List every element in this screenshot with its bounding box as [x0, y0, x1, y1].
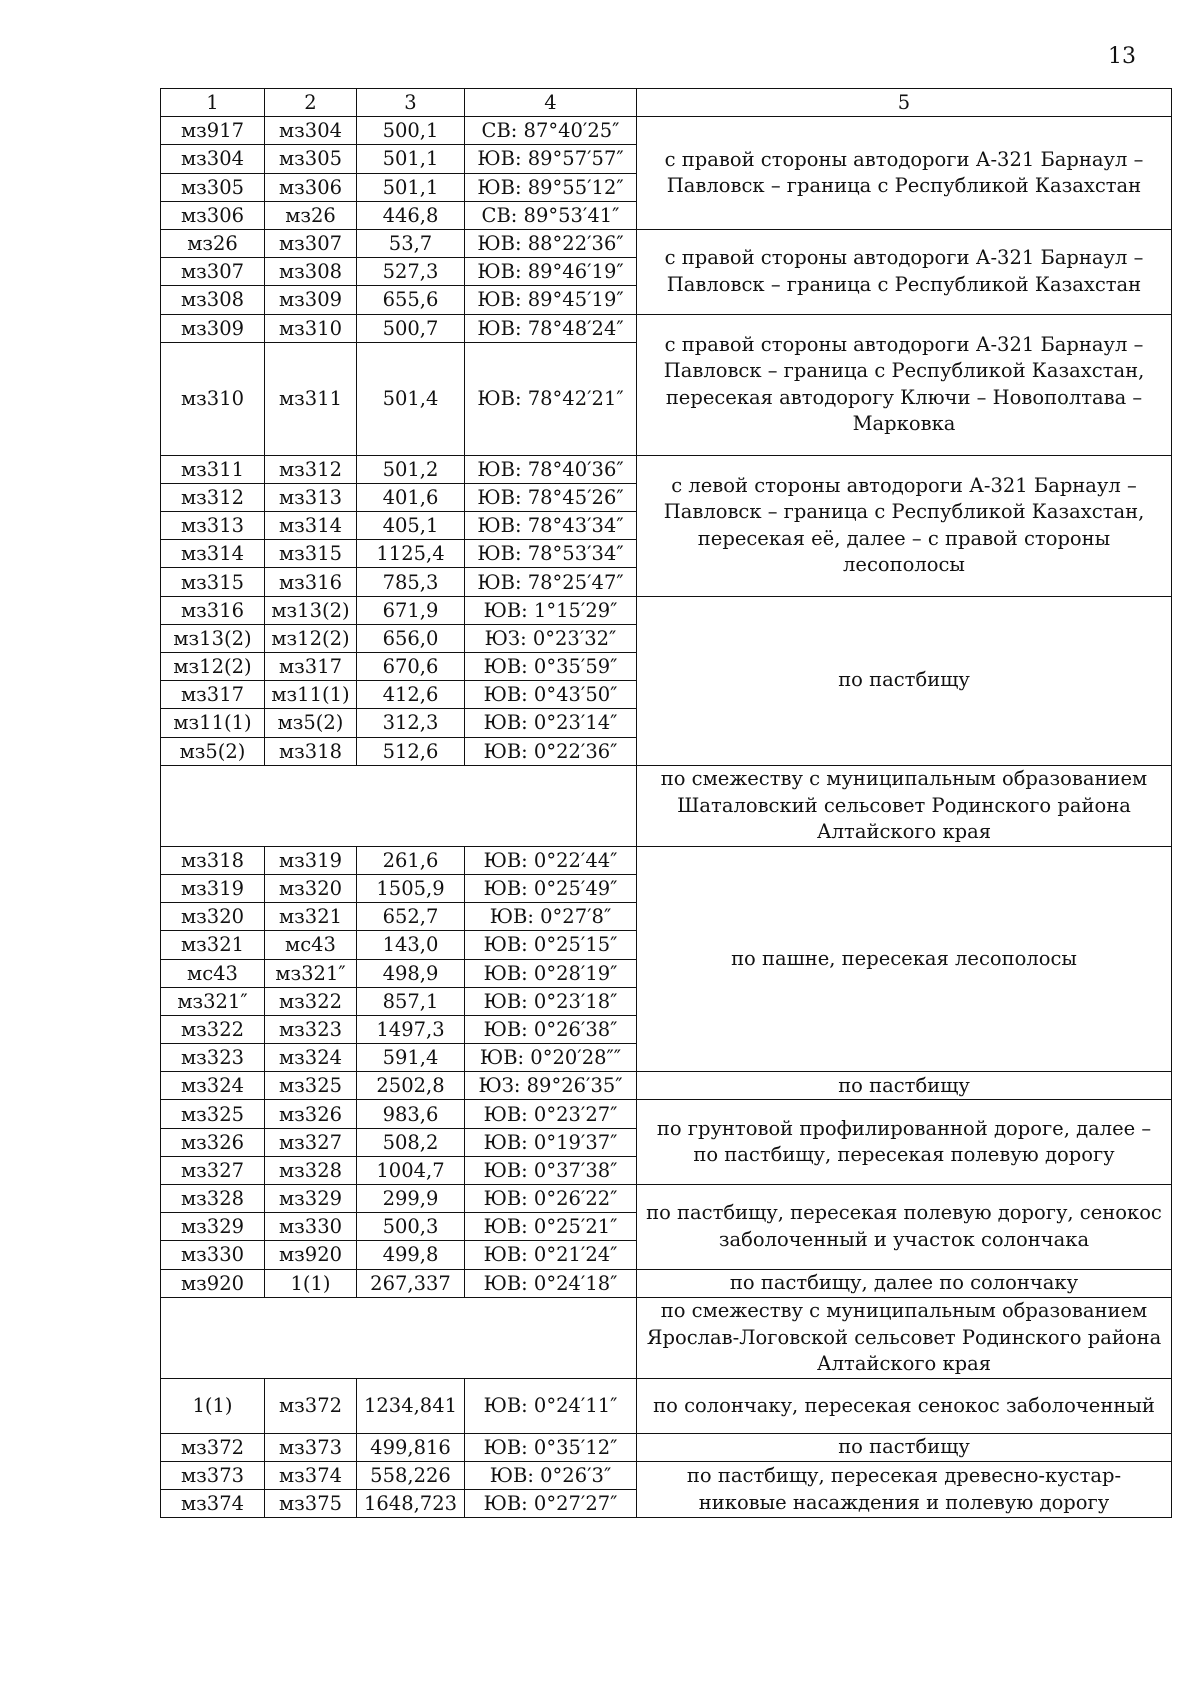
to-point-cell: мз920	[265, 1241, 357, 1269]
from-point-cell: мз325	[161, 1100, 265, 1128]
from-point-cell: мз306	[161, 201, 265, 229]
from-point-cell: мз322	[161, 1015, 265, 1043]
length-cell: 500,1	[357, 117, 465, 145]
from-point-cell: мз329	[161, 1213, 265, 1241]
adjacency-row	[161, 1297, 1172, 1378]
from-point-cell: мз327	[161, 1156, 265, 1184]
to-point-cell: мз306	[265, 173, 357, 201]
from-point-cell: мз321″	[161, 987, 265, 1015]
length-cell: 1648,723	[357, 1490, 465, 1518]
bearing-cell: ЮВ: 0°22′44″	[465, 846, 637, 874]
from-point-cell: мз326	[161, 1128, 265, 1156]
header-cell: 2	[265, 89, 357, 117]
description-cell: по пастбищу, далее по солончаку	[637, 1269, 1172, 1297]
length-cell: 267,337	[357, 1269, 465, 1297]
adjacency-description-cell: по смежеству с муниципальным образованием Шаталовский сельсовет Родинского района Алтайского края	[637, 765, 1172, 846]
length-cell: 499,8	[357, 1241, 465, 1269]
length-cell: 312,3	[357, 709, 465, 737]
from-point-cell: мз320	[161, 903, 265, 931]
length-cell: 655,6	[357, 286, 465, 314]
from-point-cell: мз26	[161, 229, 265, 257]
boundary-table-container	[160, 88, 1171, 1518]
header-cell: 1	[161, 89, 265, 117]
bearing-cell: ЮВ: 0°27′8″	[465, 903, 637, 931]
to-point-cell: мз316	[265, 568, 357, 596]
adjacency-row	[161, 765, 1172, 846]
header-row	[161, 89, 1172, 117]
bearing-cell: ЮВ: 0°37′38″	[465, 1156, 637, 1184]
from-point-cell: мз11(1)	[161, 709, 265, 737]
bearing-cell: ЮВ: 0°24′11″	[465, 1378, 637, 1433]
to-point-cell: мз317	[265, 653, 357, 681]
to-point-cell: мз372	[265, 1378, 357, 1433]
header-cell: 3	[357, 89, 465, 117]
bearing-cell: ЮВ: 0°19′37″	[465, 1128, 637, 1156]
length-cell: 1004,7	[357, 1156, 465, 1184]
from-point-cell: мз323	[161, 1044, 265, 1072]
bearing-cell: ЮВ: 78°42′21″	[465, 342, 637, 455]
bearing-cell: ЮВ: 78°45′26″	[465, 483, 637, 511]
bearing-cell: ЮВ: 89°45′19″	[465, 286, 637, 314]
length-cell: 512,6	[357, 737, 465, 765]
bearing-cell: ЮВ: 0°28′19″	[465, 959, 637, 987]
to-point-cell: мз312	[265, 455, 357, 483]
from-point-cell: мз310	[161, 342, 265, 455]
to-point-cell: мз327	[265, 1128, 357, 1156]
to-point-cell: мз304	[265, 117, 357, 145]
bearing-cell: ЮЗ: 0°23′32″	[465, 624, 637, 652]
to-point-cell: мз325	[265, 1072, 357, 1100]
from-point-cell: мз372	[161, 1433, 265, 1461]
length-cell: 1505,9	[357, 874, 465, 902]
table-row	[161, 1461, 1172, 1489]
bearing-cell: ЮВ: 0°23′27″	[465, 1100, 637, 1128]
from-point-cell: мз13(2)	[161, 624, 265, 652]
length-cell: 500,7	[357, 314, 465, 342]
table-row	[161, 1378, 1172, 1433]
length-cell: 656,0	[357, 624, 465, 652]
description-cell: по пастбищу	[637, 1072, 1172, 1100]
length-cell: 499,816	[357, 1433, 465, 1461]
from-point-cell: мз373	[161, 1461, 265, 1489]
length-cell: 498,9	[357, 959, 465, 987]
bearing-cell: ЮВ: 88°22′36″	[465, 229, 637, 257]
from-point-cell: мз12(2)	[161, 653, 265, 681]
description-cell: по солончаку, пересекая сенокос заболоченный	[637, 1378, 1172, 1433]
bearing-cell: ЮЗ: 89°26′35″	[465, 1072, 637, 1100]
length-cell: 500,3	[357, 1213, 465, 1241]
bearing-cell: ЮВ: 78°25′47″	[465, 568, 637, 596]
length-cell: 501,1	[357, 173, 465, 201]
description-cell: с правой стороны автодороги А-321 Барнаул – Павловск – граница с Республикой Казахстан, пересекая автодорогу Ключи – Новополтава – Марковка	[637, 314, 1172, 455]
length-cell: 405,1	[357, 512, 465, 540]
from-point-cell: мз920	[161, 1269, 265, 1297]
bearing-cell: ЮВ: 78°48′24″	[465, 314, 637, 342]
from-point-cell: 1(1)	[161, 1378, 265, 1433]
description-cell: по грунтовой профилированной дороге, далее – по пастбищу, пересекая полевую дорогу	[637, 1100, 1172, 1185]
length-cell: 1125,4	[357, 540, 465, 568]
table-row	[161, 229, 1172, 257]
description-cell: по пастбищу	[637, 596, 1172, 765]
from-point-cell: мз319	[161, 874, 265, 902]
to-point-cell: мз322	[265, 987, 357, 1015]
from-point-cell: мз304	[161, 145, 265, 173]
adjacency-empty-cell	[161, 765, 637, 846]
bearing-cell: ЮВ: 0°20′28″″	[465, 1044, 637, 1072]
adjacency-description-cell: по смежеству с муниципальным образованием Ярослав-Логовской сельсовет Родинского района Алтайского края	[637, 1297, 1172, 1378]
to-point-cell: мз374	[265, 1461, 357, 1489]
length-cell: 143,0	[357, 931, 465, 959]
from-point-cell: мз324	[161, 1072, 265, 1100]
from-point-cell: мз330	[161, 1241, 265, 1269]
to-point-cell: мз318	[265, 737, 357, 765]
from-point-cell: мз312	[161, 483, 265, 511]
to-point-cell: мз307	[265, 229, 357, 257]
from-point-cell: мз309	[161, 314, 265, 342]
length-cell: 983,6	[357, 1100, 465, 1128]
from-point-cell: мз374	[161, 1490, 265, 1518]
length-cell: 1234,841	[357, 1378, 465, 1433]
description-cell: по пастбищу	[637, 1433, 1172, 1461]
to-point-cell: мз329	[265, 1185, 357, 1213]
to-point-cell: мз311	[265, 342, 357, 455]
from-point-cell: мз321	[161, 931, 265, 959]
length-cell: 401,6	[357, 483, 465, 511]
bearing-cell: ЮВ: 89°55′12″	[465, 173, 637, 201]
length-cell: 2502,8	[357, 1072, 465, 1100]
length-cell: 671,9	[357, 596, 465, 624]
description-cell: по пастбищу, пересекая полевую дорогу, сенокос заболоченный и участок солончака	[637, 1185, 1172, 1270]
length-cell: 501,4	[357, 342, 465, 455]
length-cell: 857,1	[357, 987, 465, 1015]
from-point-cell: мз917	[161, 117, 265, 145]
table-row	[161, 1269, 1172, 1297]
length-cell: 558,226	[357, 1461, 465, 1489]
bearing-cell: ЮВ: 0°25′49″	[465, 874, 637, 902]
from-point-cell: мз305	[161, 173, 265, 201]
to-point-cell: мз305	[265, 145, 357, 173]
to-point-cell: мз330	[265, 1213, 357, 1241]
to-point-cell: мз321	[265, 903, 357, 931]
header-cell: 4	[465, 89, 637, 117]
header-cell: 5	[637, 89, 1172, 117]
bearing-cell: СВ: 87°40′25″	[465, 117, 637, 145]
bearing-cell: ЮВ: 0°26′3″	[465, 1461, 637, 1489]
length-cell: 501,2	[357, 455, 465, 483]
bearing-cell: ЮВ: 0°26′38″	[465, 1015, 637, 1043]
to-point-cell: мз313	[265, 483, 357, 511]
length-cell: 508,2	[357, 1128, 465, 1156]
table-row	[161, 117, 1172, 145]
to-point-cell: мз26	[265, 201, 357, 229]
to-point-cell: мс43	[265, 931, 357, 959]
description-cell: с правой стороны автодороги А-321 Барнаул – Павловск – граница с Республикой Казахстан	[637, 229, 1172, 314]
length-cell: 1497,3	[357, 1015, 465, 1043]
bearing-cell: ЮВ: 78°43′34″	[465, 512, 637, 540]
table-row	[161, 1185, 1172, 1213]
table-row	[161, 1072, 1172, 1100]
to-point-cell: мз13(2)	[265, 596, 357, 624]
from-point-cell: мз315	[161, 568, 265, 596]
table-row	[161, 846, 1172, 874]
from-point-cell: мз314	[161, 540, 265, 568]
from-point-cell: мз317	[161, 681, 265, 709]
from-point-cell: мз313	[161, 512, 265, 540]
length-cell: 591,4	[357, 1044, 465, 1072]
to-point-cell: мз323	[265, 1015, 357, 1043]
length-cell: 652,7	[357, 903, 465, 931]
from-point-cell: мз316	[161, 596, 265, 624]
to-point-cell: 1(1)	[265, 1269, 357, 1297]
bearing-cell: ЮВ: 0°26′22″	[465, 1185, 637, 1213]
bearing-cell: ЮВ: 0°21′24″	[465, 1241, 637, 1269]
bearing-cell: ЮВ: 0°35′59″	[465, 653, 637, 681]
bearing-cell: ЮВ: 0°24′18″	[465, 1269, 637, 1297]
length-cell: 527,3	[357, 258, 465, 286]
bearing-cell: ЮВ: 1°15′29″	[465, 596, 637, 624]
bearing-cell: СВ: 89°53′41″	[465, 201, 637, 229]
to-point-cell: мз308	[265, 258, 357, 286]
to-point-cell: мз373	[265, 1433, 357, 1461]
to-point-cell: мз5(2)	[265, 709, 357, 737]
to-point-cell: мз310	[265, 314, 357, 342]
to-point-cell: мз375	[265, 1490, 357, 1518]
length-cell: 412,6	[357, 681, 465, 709]
to-point-cell: мз328	[265, 1156, 357, 1184]
table-row	[161, 1433, 1172, 1461]
length-cell: 261,6	[357, 846, 465, 874]
to-point-cell: мз314	[265, 512, 357, 540]
bearing-cell: ЮВ: 0°43′50″	[465, 681, 637, 709]
description-cell: с левой стороны автодороги А-321 Барнаул – Павловск – граница с Республикой Казахстан, пересекая её, далее – с правой стороны лесополосы	[637, 455, 1172, 596]
to-point-cell: мз320	[265, 874, 357, 902]
length-cell: 299,9	[357, 1185, 465, 1213]
length-cell: 53,7	[357, 229, 465, 257]
from-point-cell: мз307	[161, 258, 265, 286]
length-cell: 446,8	[357, 201, 465, 229]
from-point-cell: мз311	[161, 455, 265, 483]
to-point-cell: мз324	[265, 1044, 357, 1072]
table-row	[161, 1100, 1172, 1128]
to-point-cell: мз11(1)	[265, 681, 357, 709]
to-point-cell: мз319	[265, 846, 357, 874]
to-point-cell: мз321″	[265, 959, 357, 987]
bearing-cell: ЮВ: 89°46′19″	[465, 258, 637, 286]
bearing-cell: ЮВ: 78°40′36″	[465, 455, 637, 483]
bearing-cell: ЮВ: 0°23′18″	[465, 987, 637, 1015]
adjacency-empty-cell	[161, 1297, 637, 1378]
boundary-table-body	[161, 89, 1172, 1518]
table-row	[161, 455, 1172, 483]
bearing-cell: ЮВ: 89°57′57″	[465, 145, 637, 173]
length-cell: 501,1	[357, 145, 465, 173]
bearing-cell: ЮВ: 0°23′14″	[465, 709, 637, 737]
to-point-cell: мз315	[265, 540, 357, 568]
bearing-cell: ЮВ: 0°35′12″	[465, 1433, 637, 1461]
from-point-cell: мз5(2)	[161, 737, 265, 765]
from-point-cell: мз308	[161, 286, 265, 314]
bearing-cell: ЮВ: 0°22′36″	[465, 737, 637, 765]
bearing-cell: ЮВ: 0°27′27″	[465, 1490, 637, 1518]
description-cell: с правой стороны автодороги А-321 Барнаул – Павловск – граница с Республикой Казахстан	[637, 117, 1172, 230]
description-cell: по пашне, пересекая лесополосы	[637, 846, 1172, 1072]
length-cell: 785,3	[357, 568, 465, 596]
length-cell: 670,6	[357, 653, 465, 681]
from-point-cell: мз328	[161, 1185, 265, 1213]
to-point-cell: мз309	[265, 286, 357, 314]
table-row	[161, 314, 1172, 342]
from-point-cell: мз318	[161, 846, 265, 874]
boundary-table	[160, 88, 1172, 1518]
from-point-cell: мс43	[161, 959, 265, 987]
table-row	[161, 596, 1172, 624]
to-point-cell: мз12(2)	[265, 624, 357, 652]
bearing-cell: ЮВ: 0°25′21″	[465, 1213, 637, 1241]
to-point-cell: мз326	[265, 1100, 357, 1128]
description-cell: по пастбищу, пересекая древесно-кустар-никовые насаждения и полевую дорогу	[637, 1461, 1172, 1517]
bearing-cell: ЮВ: 78°53′34″	[465, 540, 637, 568]
page-number: 13	[1108, 44, 1136, 69]
bearing-cell: ЮВ: 0°25′15″	[465, 931, 637, 959]
